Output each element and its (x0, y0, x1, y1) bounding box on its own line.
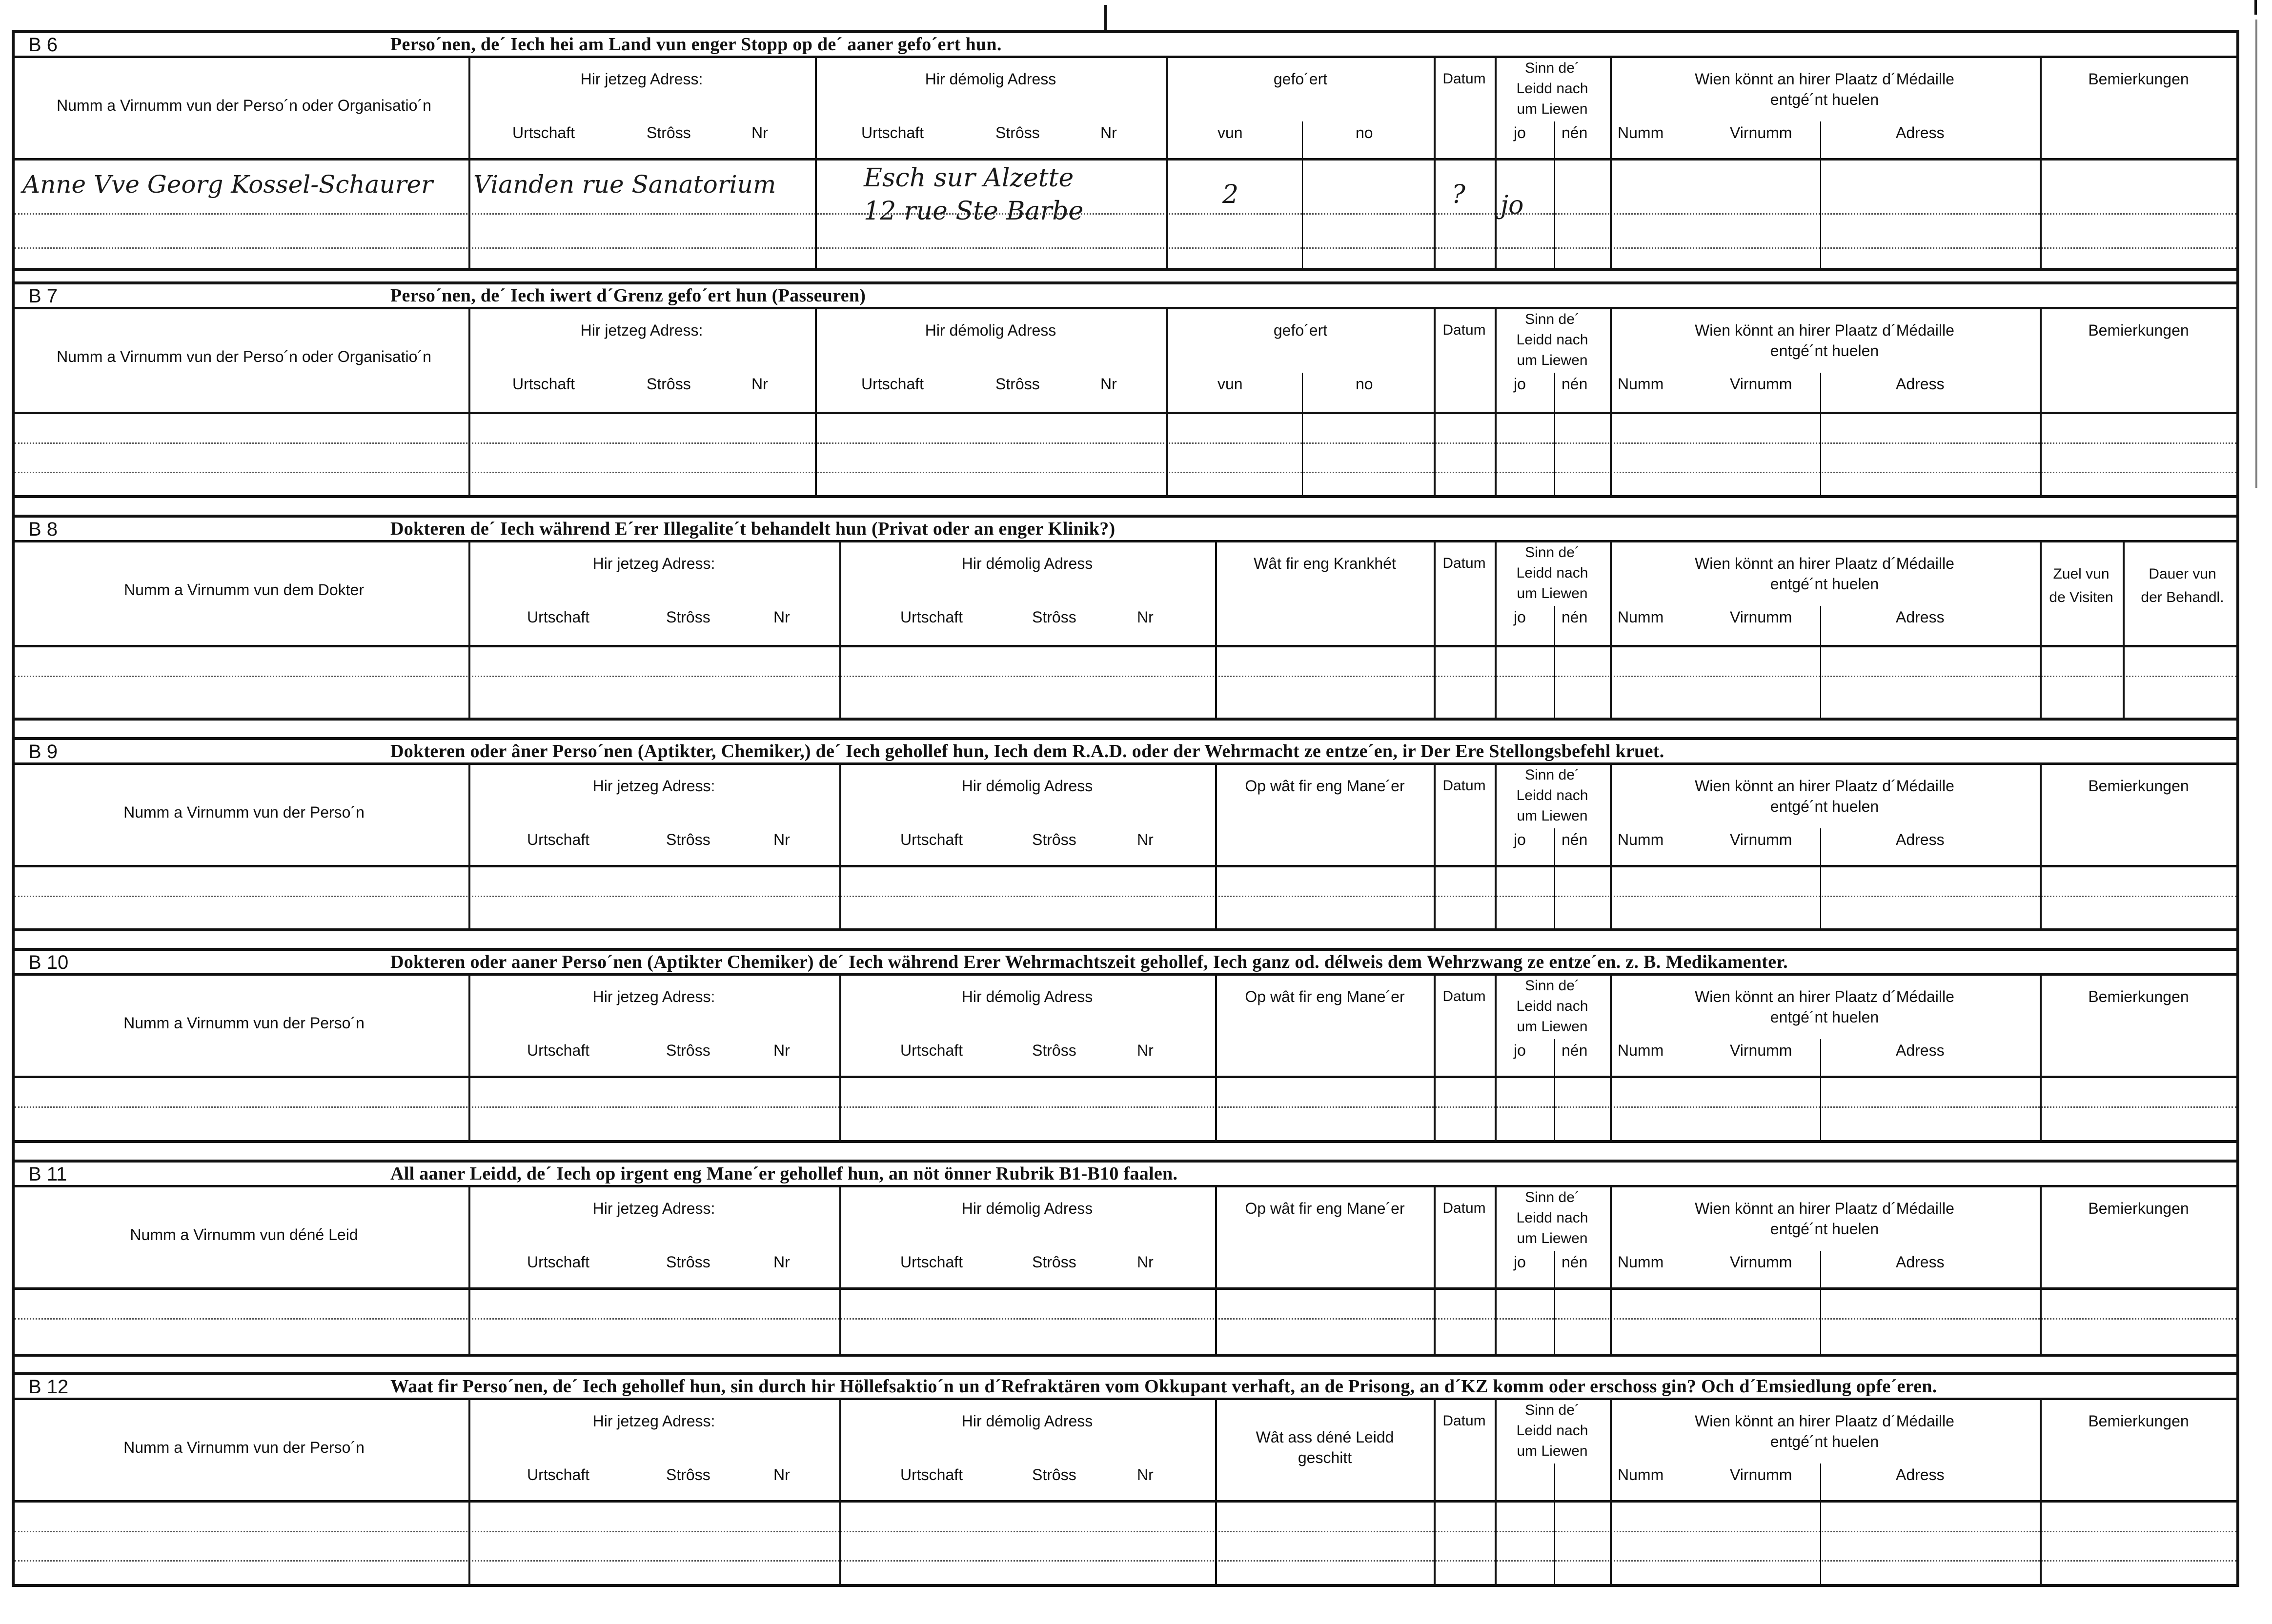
entry-row[interactable] (15, 1290, 2236, 1357)
outcome-label-2: geschitt (1298, 1449, 1352, 1466)
risk-label-2: Leidd nach (1516, 1423, 1588, 1439)
section-b12 (12, 1372, 2239, 1587)
risk-label-3: um Liewen (1517, 352, 1588, 368)
date-label: Datum (1442, 322, 1486, 338)
number-label: Nr (1100, 124, 1117, 141)
risk-label-1: Sinn de´ (1525, 978, 1580, 994)
risk-label-2: Leidd nach (1516, 787, 1588, 803)
section-b11 (12, 1160, 2239, 1372)
surname-label: Numm (1618, 124, 1664, 141)
section-header (15, 740, 2236, 765)
firstname-label: Virnumm (1730, 375, 1792, 393)
address-label: Adress (1896, 124, 1945, 141)
duration-label-1: Dauer vun (2149, 566, 2216, 582)
transported-label: gefo´ert (1273, 70, 1328, 88)
current-address-label: Hir jetzeg Adress: (580, 321, 703, 339)
section-code: B 7 (28, 285, 58, 307)
section-title: Dokteren oder aaner Perso´nen (Aptikter Chemiker) de´ Iech während Erer Wehrmachtszeit gehollef, Iech ganz od. délweis dem Wehrzwang ze entze´en. z. B. Medikamenter. (390, 952, 1788, 972)
street-label: Strôss (1032, 608, 1076, 626)
section-title: Dokteren oder âner Perso´nen (Aptikter, Chemiker,) de´ Iech gehollef hun, Iech dem R.A.D. oder der Wehrmacht ze entze´en, ir Der Ere Stellongsbefehl kruet. (390, 741, 1664, 762)
medal-label-1: Wien könnt an hirer Plaatz d´Médaille (1695, 1412, 1954, 1430)
street-label: Strôss (666, 831, 710, 848)
name-column-label: Numm a Virnumm vun der Perso´n oder Organisatio´n (57, 348, 431, 365)
yes-label: jo (1514, 1253, 1526, 1271)
surname-label: Numm (1618, 375, 1664, 393)
entry-row[interactable] (15, 867, 2236, 931)
surname-label: Numm (1618, 831, 1664, 848)
remarks-label: Bemierkungen (2088, 70, 2189, 88)
town-label: Urtschaft (512, 124, 575, 141)
name-column-label: Numm a Virnumm vun dem Dokter (124, 581, 364, 599)
remarks-label: Bemierkungen (2088, 1200, 2189, 1217)
medal-label-2: entgé´nt huelen (1770, 342, 1879, 360)
address-label: Adress (1896, 608, 1945, 626)
transported-label: gefo´ert (1273, 321, 1328, 339)
town-label: Urtschaft (900, 608, 963, 626)
former-address-label: Hir démolig Adress (925, 70, 1056, 88)
from-label: vun (1217, 124, 1243, 141)
header-row (15, 542, 2236, 647)
header-row (15, 976, 2236, 1078)
handwritten-from: 2 (1222, 180, 1239, 209)
risk-label-3: um Liewen (1517, 1230, 1588, 1246)
duration-label-2: der Behandl. (2141, 589, 2224, 605)
visits-label-1: Zuel vun (2053, 566, 2110, 582)
yes-label: jo (1514, 124, 1526, 141)
section-code: B 9 (28, 741, 58, 762)
handwritten-date: ? (1452, 180, 1465, 209)
section-title: Perso´nen, de´ Iech iwert d´Grenz gefo´ert hun (Passeuren) (390, 285, 866, 306)
current-address-label: Hir jetzeg Adress: (580, 70, 703, 88)
no-label: nén (1562, 1042, 1588, 1059)
medal-label-1: Wien könnt an hirer Plaatz d´Médaille (1695, 70, 1954, 88)
risk-label-1: Sinn de´ (1525, 1189, 1580, 1205)
risk-label-1: Sinn de´ (1525, 767, 1580, 783)
header-row (15, 765, 2236, 867)
surname-label: Numm (1618, 1253, 1664, 1271)
section-header (15, 33, 2236, 58)
scan-mark (1104, 5, 1107, 30)
risk-label-2: Leidd nach (1516, 332, 1588, 348)
number-label: Nr (773, 1466, 790, 1484)
current-address-label: Hir jetzeg Adress: (592, 988, 715, 1005)
section-code: B 8 (28, 519, 58, 540)
date-label: Datum (1442, 71, 1486, 87)
medal-label-1: Wien könnt an hirer Plaatz d´Médaille (1695, 777, 1954, 795)
section-title: Dokteren de´ Iech während E´rer Illegalite´t behandelt hun (Privat oder an enger Klinik?) (390, 519, 1116, 539)
current-address-label: Hir jetzeg Adress: (592, 1412, 715, 1430)
section-code: B 11 (28, 1163, 67, 1185)
risk-label-1: Sinn de´ (1525, 1402, 1580, 1418)
risk-label-2: Leidd nach (1516, 998, 1588, 1014)
street-label: Strôss (647, 375, 691, 393)
no-label: nén (1562, 831, 1588, 848)
entry-row[interactable] (15, 414, 2236, 498)
risk-label-2: Leidd nach (1516, 80, 1588, 97)
header-row (15, 1187, 2236, 1290)
section-code: B 12 (28, 1376, 69, 1398)
surname-label: Numm (1618, 1042, 1664, 1059)
medal-label-2: entgé´nt huelen (1770, 575, 1879, 593)
remarks-label: Bemierkungen (2088, 1412, 2189, 1430)
street-label: Strôss (666, 1042, 710, 1059)
risk-label-1: Sinn de´ (1525, 311, 1580, 327)
header-row (15, 58, 2236, 160)
date-label: Datum (1442, 988, 1486, 1004)
no-label: nén (1562, 608, 1588, 626)
number-label: Nr (773, 831, 790, 848)
section-header (15, 951, 2236, 976)
number-label: Nr (751, 375, 768, 393)
risk-label-1: Sinn de´ (1525, 60, 1580, 76)
town-label: Urtschaft (512, 375, 575, 393)
name-column-label: Numm a Virnumm vun der Perso´n (123, 1439, 365, 1456)
number-label: Nr (773, 608, 790, 626)
illness-label: Wât fir eng Krankhét (1254, 555, 1396, 572)
town-label: Urtschaft (900, 1466, 963, 1484)
former-address-label: Hir démolig Adress (961, 555, 1093, 572)
current-address-label: Hir jetzeg Adress: (592, 1200, 715, 1217)
risk-label-3: um Liewen (1517, 1019, 1588, 1035)
firstname-label: Virnumm (1730, 1042, 1792, 1059)
number-label: Nr (773, 1253, 790, 1271)
entry-row[interactable] (15, 1078, 2236, 1143)
yes-label: jo (1514, 831, 1526, 848)
town-label: Urtschaft (527, 1466, 590, 1484)
former-address-label: Hir démolig Adress (961, 1412, 1093, 1430)
visits-label-2: de Visiten (2049, 589, 2113, 605)
date-label: Datum (1442, 1200, 1486, 1216)
street-label: Strôss (1032, 1253, 1076, 1271)
medal-label-2: entgé´nt huelen (1770, 798, 1879, 815)
medal-label-2: entgé´nt huelen (1770, 1008, 1879, 1026)
town-label: Urtschaft (900, 1253, 963, 1271)
medal-label-1: Wien könnt an hirer Plaatz d´Médaille (1695, 988, 1954, 1005)
former-address-label: Hir démolig Adress (961, 1200, 1093, 1217)
manner-label: Op wât fir eng Mane´er (1245, 988, 1405, 1005)
surname-label: Numm (1618, 608, 1664, 626)
town-label: Urtschaft (861, 124, 924, 141)
medal-label-2: entgé´nt huelen (1770, 91, 1879, 108)
name-column-label: Numm a Virnumm vun der Perso´n oder Organisatio´n (57, 97, 431, 114)
medal-label-2: entgé´nt huelen (1770, 1433, 1879, 1450)
risk-label-2: Leidd nach (1516, 1210, 1588, 1226)
remarks-label: Bemierkungen (2088, 321, 2189, 339)
former-address-label: Hir démolig Adress (961, 777, 1093, 795)
outcome-label-1: Wât ass déné Leidd (1256, 1428, 1394, 1446)
address-label: Adress (1896, 1042, 1945, 1059)
surname-label: Numm (1618, 1466, 1664, 1484)
handwritten-current-address: Vianden rue Sanatorium (473, 170, 776, 199)
scan-mark (2254, 0, 2257, 15)
entry-row[interactable] (15, 1503, 2236, 1587)
risk-label-3: um Liewen (1517, 1443, 1588, 1459)
firstname-label: Virnumm (1730, 1466, 1792, 1484)
section-b9 (12, 737, 2239, 948)
number-label: Nr (1137, 1466, 1154, 1484)
number-label: Nr (1137, 1253, 1154, 1271)
manner-label: Op wât fir eng Mane´er (1245, 777, 1405, 795)
street-label: Strôss (1032, 1042, 1076, 1059)
address-label: Adress (1896, 831, 1945, 848)
number-label: Nr (1100, 375, 1117, 393)
yes-label: jo (1514, 608, 1526, 626)
date-label: Datum (1442, 1413, 1486, 1429)
section-code: B 6 (28, 34, 58, 56)
section-title: Waat fir Perso´nen, de´ Iech gehollef hun, sin durch hir Höllefsaktio´n un d´Refraktären vom Okkupant verhaft, an de Prisong, an d´KZ komm oder erschoss gin? Och d´Emsiedlung opfe´eren. (390, 1376, 1937, 1397)
header-row (15, 1400, 2236, 1503)
town-label: Urtschaft (900, 1042, 963, 1059)
yes-label: jo (1514, 1042, 1526, 1059)
street-label: Strôss (995, 124, 1040, 141)
section-title: Perso´nen, de´ Iech hei am Land vun enger Stopp op de´ aaner gefo´ert hun. (390, 34, 1002, 55)
firstname-label: Virnumm (1730, 608, 1792, 626)
scan-mark (2255, 20, 2257, 488)
town-label: Urtschaft (861, 375, 924, 393)
date-label: Datum (1442, 778, 1486, 794)
risk-label-3: um Liewen (1517, 101, 1588, 117)
section-header (15, 1163, 2236, 1187)
handwritten-former-address-2: 12 rue Ste Barbe (864, 197, 1084, 226)
street-label: Strôss (647, 124, 691, 141)
street-label: Strôss (666, 1466, 710, 1484)
address-label: Adress (1896, 375, 1945, 393)
section-header (15, 518, 2236, 542)
handwritten-former-address-1: Esch sur Alzette (864, 163, 1074, 193)
section-header (15, 1375, 2236, 1400)
section-b8 (12, 515, 2239, 737)
address-label: Adress (1896, 1253, 1945, 1271)
number-label: Nr (1137, 831, 1154, 848)
name-column-label: Numm a Virnumm vun der Perso´n (123, 803, 365, 821)
risk-label-2: Leidd nach (1516, 565, 1588, 581)
street-label: Strôss (666, 608, 710, 626)
section-b7 (12, 281, 2239, 515)
medal-label-1: Wien könnt an hirer Plaatz d´Médaille (1695, 1200, 1954, 1217)
number-label: Nr (751, 124, 768, 141)
section-b10 (12, 948, 2239, 1160)
risk-label-3: um Liewen (1517, 585, 1588, 601)
remarks-label: Bemierkungen (2088, 777, 2189, 795)
number-label: Nr (773, 1042, 790, 1059)
to-label: no (1356, 124, 1373, 141)
number-label: Nr (1137, 1042, 1154, 1059)
street-label: Strôss (666, 1253, 710, 1271)
firstname-label: Virnumm (1730, 124, 1792, 141)
former-address-label: Hir démolig Adress (961, 988, 1093, 1005)
current-address-label: Hir jetzeg Adress: (592, 777, 715, 795)
street-label: Strôss (1032, 831, 1076, 848)
remarks-label: Bemierkungen (2088, 988, 2189, 1005)
section-header (15, 284, 2236, 309)
number-label: Nr (1137, 608, 1154, 626)
section-title: All aaner Leidd, de´ Iech op irgent eng Mane´er gehollef hun, an nöt önner Rubrik B1-B10 faalen. (390, 1163, 1178, 1184)
section-b6 (12, 30, 2239, 281)
former-address-label: Hir démolig Adress (925, 321, 1056, 339)
risk-label-3: um Liewen (1517, 808, 1588, 824)
entry-row[interactable] (15, 160, 2236, 271)
no-label: nén (1562, 1253, 1588, 1271)
no-label: nén (1562, 124, 1588, 141)
firstname-label: Virnumm (1730, 831, 1792, 848)
current-address-label: Hir jetzeg Adress: (592, 555, 715, 572)
medal-label-1: Wien könnt an hirer Plaatz d´Médaille (1695, 555, 1954, 572)
no-label: nén (1562, 375, 1588, 393)
yes-label: jo (1514, 375, 1526, 393)
town-label: Urtschaft (900, 831, 963, 848)
street-label: Strôss (995, 375, 1040, 393)
manner-label: Op wât fir eng Mane´er (1245, 1200, 1405, 1217)
town-label: Urtschaft (527, 831, 590, 848)
date-label: Datum (1442, 555, 1486, 571)
to-label: no (1356, 375, 1373, 393)
firstname-label: Virnumm (1730, 1253, 1792, 1271)
header-row (15, 309, 2236, 414)
entry-row[interactable] (15, 647, 2236, 721)
town-label: Urtschaft (527, 1253, 590, 1271)
name-column-label: Numm a Virnumm vun déné Leid (130, 1226, 358, 1243)
handwritten-name: Anne Vve Georg Kossel-Schaurer (22, 170, 433, 199)
town-label: Urtschaft (527, 608, 590, 626)
medal-label-1: Wien könnt an hirer Plaatz d´Médaille (1695, 321, 1954, 339)
risk-label-1: Sinn de´ (1525, 544, 1580, 561)
medal-label-2: entgé´nt huelen (1770, 1220, 1879, 1238)
address-label: Adress (1896, 1466, 1945, 1484)
from-label: vun (1217, 375, 1243, 393)
street-label: Strôss (1032, 1466, 1076, 1484)
name-column-label: Numm a Virnumm vun der Perso´n (123, 1014, 365, 1032)
town-label: Urtschaft (527, 1042, 590, 1059)
handwritten-yes: jo (1501, 191, 1524, 220)
section-code: B 10 (28, 952, 69, 973)
